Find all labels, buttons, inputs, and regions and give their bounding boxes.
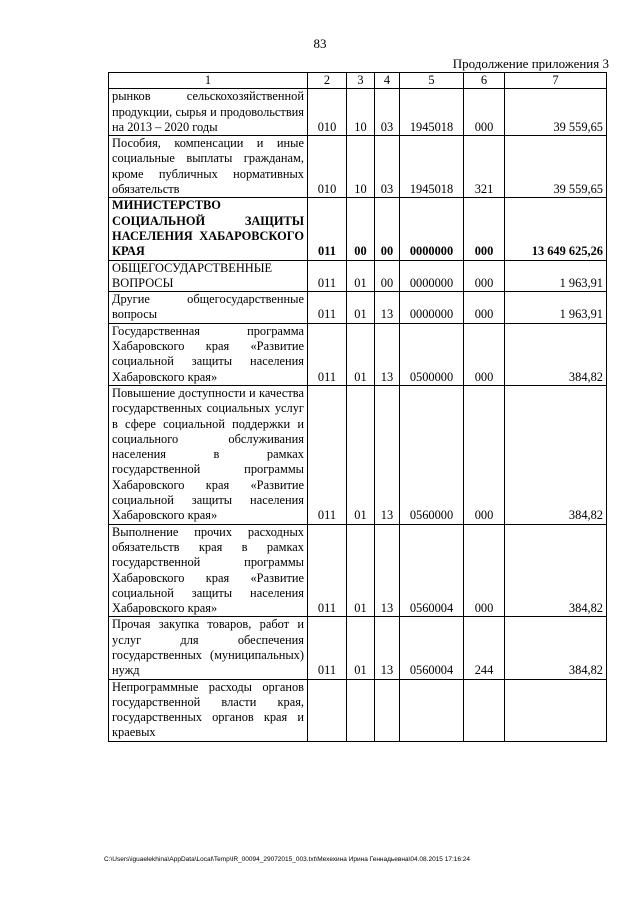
code-admin: 011	[308, 292, 347, 324]
code-subsection: 03	[375, 89, 400, 136]
amount: 1 963,91	[505, 292, 607, 324]
code-section: 01	[347, 617, 375, 679]
amount: 13 649 625,26	[505, 198, 607, 260]
code-subsection: 13	[375, 524, 400, 617]
code-expense-type: 000	[464, 260, 505, 292]
code-target: 0500000	[400, 323, 464, 385]
table-row	[109, 260, 607, 292]
row-description: ОБЩЕГОСУДАРСТВЕННЫЕ ВОПРОСЫ	[109, 260, 308, 292]
code-admin: 010	[308, 89, 347, 136]
code-expense-type: 000	[464, 385, 505, 524]
code-expense-type	[464, 679, 505, 741]
amount: 39 559,65	[505, 89, 607, 136]
code-section: 01	[347, 385, 375, 524]
row-description: Прочая закупка товаров, работ и услуг для обеспечения государственных (муниципальных) нужд	[109, 617, 308, 679]
code-subsection: 00	[375, 198, 400, 260]
amount: 384,82	[505, 385, 607, 524]
table-row	[109, 323, 607, 385]
code-section: 01	[347, 260, 375, 292]
code-expense-type: 000	[464, 198, 505, 260]
code-subsection: 13	[375, 292, 400, 324]
code-target: 0000000	[400, 198, 464, 260]
code-target	[400, 679, 464, 741]
file-path-footer: C:\Users\iguaelekhina\AppData\Local\Temp\IR_00094_29072015_003.txt\Мехехина Ирина Геннадьевна\04.08.2015 17:16:24	[104, 856, 471, 863]
row-description: рынков сельскохозяйственной продукции, сырья и продовольствия на 2013 – 2020 годы	[109, 89, 308, 136]
table-row	[109, 679, 607, 741]
code-expense-type: 000	[464, 89, 505, 136]
code-expense-type: 244	[464, 617, 505, 679]
amount: 39 559,65	[505, 136, 607, 198]
code-target: 1945018	[400, 89, 464, 136]
row-description: Пособия, компенсации и иные социальные выплаты гражданам, кроме публичных нормативных обязательств	[109, 136, 308, 198]
code-section: 10	[347, 89, 375, 136]
code-section: 01	[347, 524, 375, 617]
column-header: 6	[464, 73, 505, 89]
code-admin: 011	[308, 260, 347, 292]
table-row	[109, 198, 607, 260]
code-section: 01	[347, 292, 375, 324]
code-subsection: 00	[375, 260, 400, 292]
column-header: 1	[109, 73, 308, 89]
code-target: 0560004	[400, 617, 464, 679]
code-target: 0000000	[400, 292, 464, 324]
code-section: 00	[347, 198, 375, 260]
column-header: 4	[375, 73, 400, 89]
row-description: Непрограммные расходы органов государственной власти края, государственных органов края и краевых	[109, 679, 308, 741]
column-header: 7	[505, 73, 607, 89]
code-expense-type: 000	[464, 323, 505, 385]
code-section: 01	[347, 323, 375, 385]
code-admin: 011	[308, 323, 347, 385]
row-description: Повышение доступности и качества государственных социальных услуг в сфере социальной поддержки и социального обслуживания населения в рамках государственной программы Хабаровского края «Развитие социальной защиты населения Хабаровского края»	[109, 385, 308, 524]
column-header: 2	[308, 73, 347, 89]
code-admin	[308, 679, 347, 741]
header-row	[109, 73, 607, 89]
code-subsection: 13	[375, 385, 400, 524]
code-admin: 011	[308, 198, 347, 260]
code-expense-type: 000	[464, 292, 505, 324]
code-admin: 011	[308, 385, 347, 524]
code-target: 1945018	[400, 136, 464, 198]
column-header: 5	[400, 73, 464, 89]
code-target: 0000000	[400, 260, 464, 292]
continuation-label: Продолжение приложения 3	[452, 56, 609, 71]
code-target: 0560004	[400, 524, 464, 617]
code-expense-type: 000	[464, 524, 505, 617]
table-row	[109, 136, 607, 198]
column-header: 3	[347, 73, 375, 89]
row-description: Другие общегосударственные вопросы	[109, 292, 308, 324]
code-admin: 010	[308, 136, 347, 198]
table-row	[109, 89, 607, 136]
amount: 384,82	[505, 617, 607, 679]
code-target: 0560000	[400, 385, 464, 524]
amount: 1 963,91	[505, 260, 607, 292]
amount: 384,82	[505, 323, 607, 385]
code-admin: 011	[308, 617, 347, 679]
code-subsection: 13	[375, 617, 400, 679]
amount: 384,82	[505, 524, 607, 617]
page-number: 83	[313, 36, 327, 51]
table-row	[109, 617, 607, 679]
code-subsection: 03	[375, 136, 400, 198]
code-admin: 011	[308, 524, 347, 617]
code-subsection	[375, 679, 400, 741]
code-expense-type: 321	[464, 136, 505, 198]
code-subsection: 13	[375, 323, 400, 385]
budget-table	[108, 72, 607, 742]
code-section: 10	[347, 136, 375, 198]
row-description: Выполнение прочих расходных обязательств края в рамках государственной программы Хабаровского края «Развитие социальной защиты населения Хабаровского края»	[109, 524, 308, 617]
amount	[505, 679, 607, 741]
table-row	[109, 385, 607, 524]
row-description: МИНИСТЕРСТВО СОЦИАЛЬНОЙ ЗАЩИТЫ НАСЕЛЕНИЯ ХАБАРОВСКОГО КРАЯ	[109, 198, 308, 260]
code-section	[347, 679, 375, 741]
table-row	[109, 524, 607, 617]
row-description: Государственная программа Хабаровского края «Развитие социальной защиты населения Хабаровского края»	[109, 323, 308, 385]
table-row	[109, 292, 607, 324]
